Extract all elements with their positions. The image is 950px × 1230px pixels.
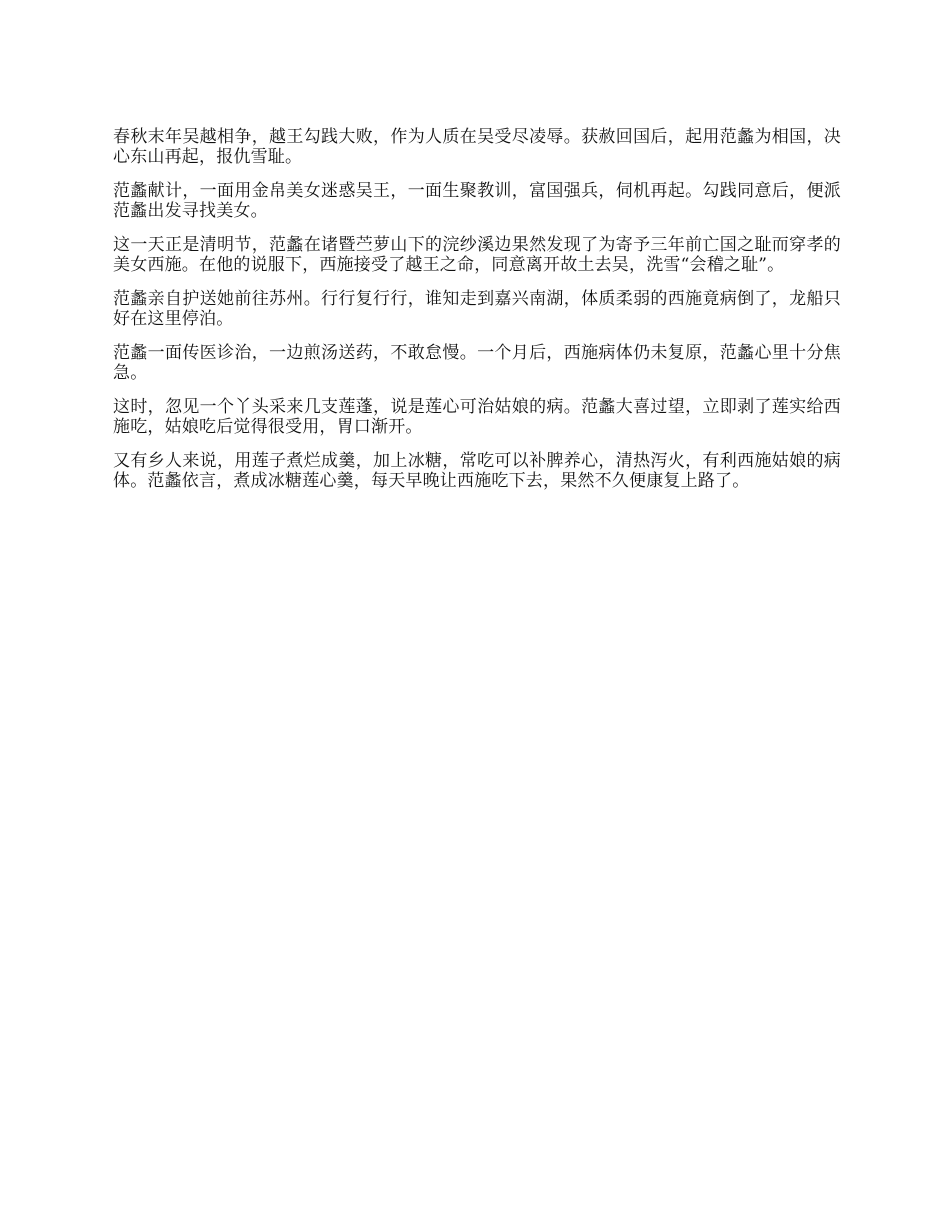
paragraph-5: 范蠡一面传医诊治，一边煎汤送药，不敢怠慢。一个月后，西施病体仍未复原，范蠡心里十分焦急。 xyxy=(113,343,841,383)
paragraph-4: 范蠡亲自护送她前往苏州。行行复行行，谁知走到嘉兴南湖，体质柔弱的西施竟病倒了，龙船只好在这里停泊。 xyxy=(113,289,841,329)
paragraph-1: 春秋末年吴越相争，越王勾践大败，作为人质在吴受尽凌辱。获赦回国后，起用范蠡为相国，决心东山再起，报仇雪耻。 xyxy=(113,127,841,167)
paragraph-3: 这一天正是清明节，范蠡在诸暨苎萝山下的浣纱溪边果然发现了为寄予三年前亡国之耻而穿孝的美女西施。在他的说服下，西施接受了越王之命，同意离开故土去吴，洗雪“会稽之耻”。 xyxy=(113,235,841,275)
paragraph-7: 又有乡人来说，用莲子煮烂成羹，加上冰糖，常吃可以补脾养心，清热泻火，有利西施姑娘的病体。范蠡依言，煮成冰糖莲心羹，每天早晚让西施吃下去，果然不久便康复上路了。 xyxy=(113,451,841,491)
paragraph-2: 范蠡献计，一面用金帛美女迷惑吴王，一面生聚教训，富国强兵，伺机再起。勾践同意后，便派范蠡出发寻找美女。 xyxy=(113,181,841,221)
document-body xyxy=(113,127,841,505)
paragraph-6: 这时，忽见一个丫头采来几支莲蓬，说是莲心可治姑娘的病。范蠡大喜过望，立即剥了莲实给西施吃，姑娘吃后觉得很受用，胃口渐开。 xyxy=(113,397,841,437)
